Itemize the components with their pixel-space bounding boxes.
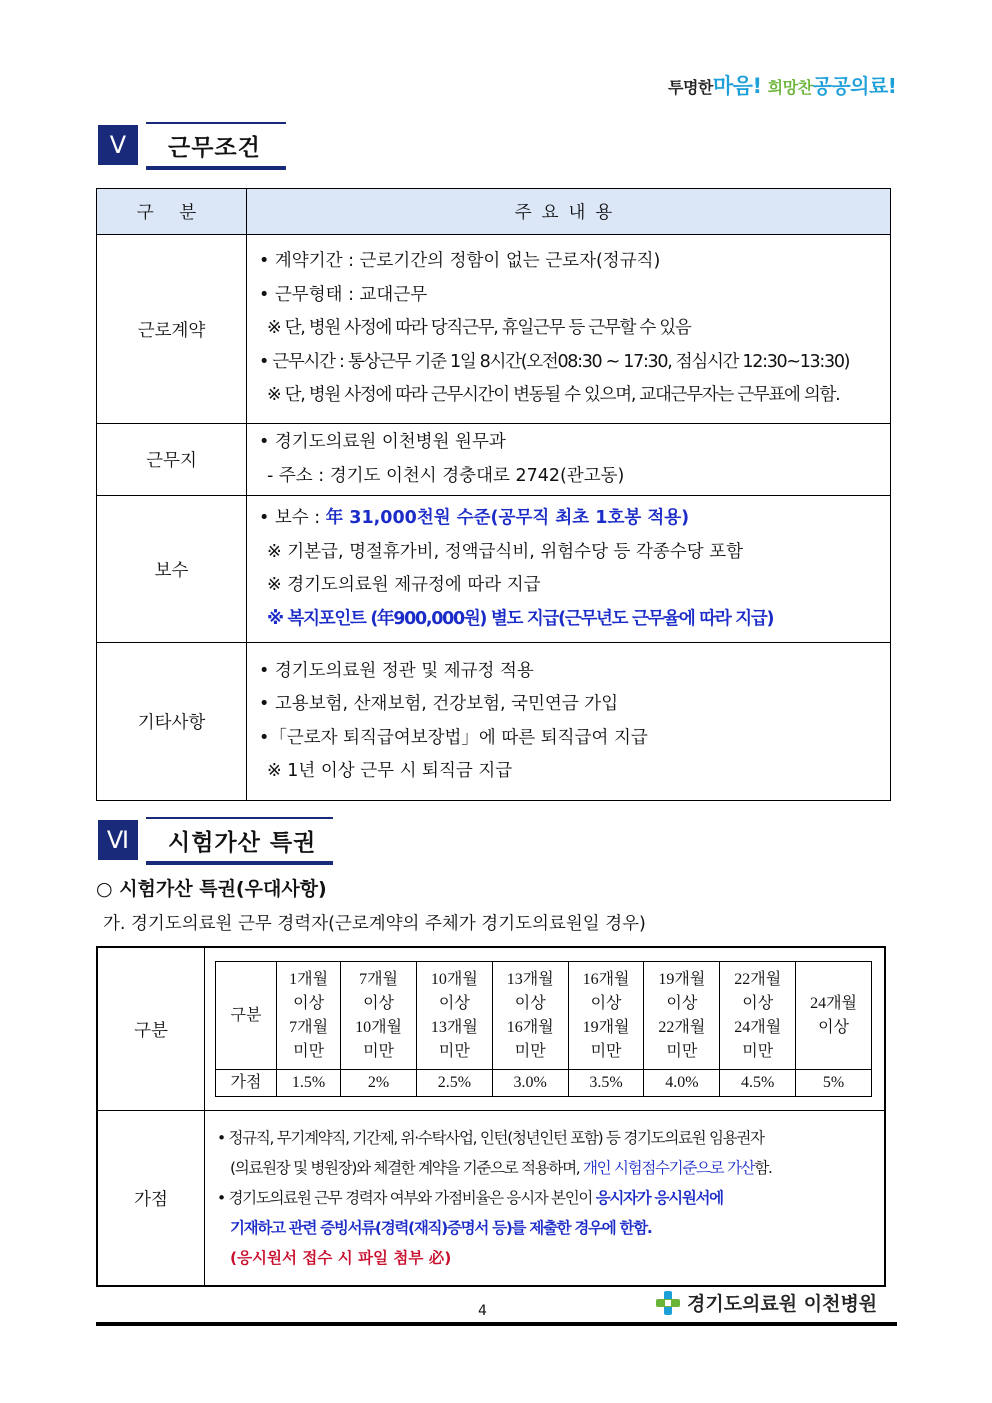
bonus-row-label-points: 가점 — [97, 1111, 205, 1287]
page-number: 4 — [478, 1303, 487, 1319]
row-label-etc: 기타사항 — [97, 643, 247, 801]
point-cell: 4.5% — [720, 1070, 796, 1097]
list-item: ※ 경기도의료원 제규정에 따라 지급 — [267, 575, 541, 595]
table-row — [97, 424, 891, 496]
table-row — [97, 235, 891, 424]
list-item: • 고용보험, 산재보험, 건강보험, 국민연금 가입 — [259, 694, 619, 714]
row-content-salary — [247, 496, 891, 643]
row-content-etc — [247, 643, 891, 801]
list-item: • 계약기간 : 근로기간의 정함이 없는 근로자(정규직) — [259, 251, 661, 272]
point-cell: 3.5% — [568, 1070, 644, 1097]
hospital-logo — [655, 1289, 877, 1316]
point-cell: 2% — [341, 1070, 417, 1097]
period-cell: 13개월 이상 16개월 미만 — [492, 962, 568, 1070]
row-content-workplace — [247, 424, 891, 496]
section5-underline — [146, 167, 286, 170]
row-label-workplace: 근무지 — [97, 424, 247, 496]
table-row — [97, 496, 891, 643]
slogan-part1: 투명한 — [668, 78, 713, 97]
section6-number: Ⅵ — [98, 820, 138, 860]
welfare-point-note: ※ 복지포인트 (年900,000원) 별도 지급(근무년도 근무율에 따라 지급) — [267, 608, 774, 629]
table-header-category: 구 분 — [97, 189, 247, 235]
period-cell: 7개월 이상 10개월 미만 — [341, 962, 417, 1070]
salary-prefix: • 보수 : — [259, 508, 326, 528]
inner-header-label: 구분 — [216, 962, 277, 1070]
note-highlight: 응시자가 응시원서에 — [595, 1189, 723, 1207]
row-content-contract — [247, 235, 891, 424]
section6-title: 시험가산 특권 — [146, 817, 333, 863]
list-item: ※ 1년 이상 근무 시 퇴직금 지급 — [267, 761, 513, 781]
section6-underline — [146, 862, 333, 865]
slogan-part2: 마음! — [712, 74, 762, 98]
inner-value-label: 가점 — [216, 1070, 277, 1097]
bonus-notes — [205, 1111, 886, 1287]
note-line: (의료원장 및 병원장)와 체결한 계약을 기준으로 적용하며, 개인 시험점수기준으로 가산함. — [230, 1159, 772, 1177]
header-slogan — [668, 70, 896, 100]
point-cell: 1.5% — [277, 1070, 341, 1097]
period-cell: 24개월 이상 — [796, 962, 872, 1070]
note-line: • 경기도의료원 근무 경력자 여부와 가점비율은 응시자 본인이 응시자가 응시원서에 — [217, 1189, 723, 1207]
table-row — [97, 643, 891, 801]
slogan-part3: 희망찬 — [767, 78, 813, 97]
period-cell: 22개월 이상 24개월 미만 — [720, 962, 796, 1070]
salary-amount: 年 31,000천원 수준(공무직 최초 1호봉 적용) — [325, 508, 690, 528]
period-cell: 16개월 이상 19개월 미만 — [568, 962, 644, 1070]
table-header-content: 주요내용 — [247, 189, 891, 235]
note-line: • 정규직, 무기계약직, 기간제, 위·수탁사업, 인턴(청년인턴 포함) 등 경기도의료원 임용권자 — [217, 1129, 764, 1147]
period-cell: 1개월 이상 7개월 미만 — [277, 962, 341, 1070]
point-cell: 3.0% — [492, 1070, 568, 1097]
period-cell: 19개월 이상 22개월 미만 — [644, 962, 720, 1070]
row-label-salary: 보수 — [97, 496, 247, 643]
list-item: • 근무시간 : 통상근무 기준 1일 8시간(오전08:30 ~ 17:30, 점심시간 12:30~13:30) — [259, 351, 850, 372]
point-cell: 2.5% — [416, 1070, 492, 1097]
note-attachment: (응시원서 접수 시 파일 첨부 必) — [230, 1249, 452, 1267]
row-label-contract: 근로계약 — [97, 235, 247, 424]
bonus-rate-table — [215, 961, 872, 1097]
list-item: - 주소 : 경기도 이천시 경충대로 2742(관고동) — [267, 465, 625, 486]
section5-number: Ⅴ — [98, 125, 138, 165]
section6-subtitle: ○ 시험가산 특권(우대사항) — [96, 878, 327, 900]
medical-cross-icon — [655, 1290, 681, 1316]
note-highlight: 개인 시험점수기준으로 가산 — [583, 1159, 755, 1177]
list-item: • 근무형태 : 교대근무 — [259, 284, 428, 305]
note-line: 기재하고 관련 증빙서류(경력(재직)증명서 등)를 제출한 경우에 한함. — [230, 1219, 652, 1237]
section6-sub-item: 가. 경기도의료원 근무 경력자(근로계약의 주체가 경기도의료원일 경우) — [103, 914, 646, 934]
point-cell: 4.0% — [644, 1070, 720, 1097]
list-item: ※ 단, 병원 사정에 따라 근무시간이 변동될 수 있으며, 교대근무자는 근무표에 의함. — [267, 385, 840, 406]
logo-text: 경기도의료원 이천병원 — [687, 1293, 878, 1315]
list-item: ※ 단, 병원 사정에 따라 당직근무, 휴일근무 등 근무할 수 있음 — [267, 318, 691, 339]
list-item: • 경기도의료원 정관 및 제규정 적용 — [259, 660, 534, 681]
bonus-inner-cell — [205, 947, 886, 1111]
section5-title: 근무조건 — [146, 122, 286, 168]
bottom-rule — [96, 1322, 897, 1326]
bonus-table — [96, 946, 886, 1287]
list-item: •「근로자 퇴직급여보장법」에 따른 퇴직급여 지급 — [259, 727, 648, 748]
bonus-row-label-category: 구분 — [97, 947, 205, 1111]
slogan-part4: 공공의료! — [812, 74, 897, 98]
list-item: • 경기도의료원 이천병원 원무과 — [259, 432, 506, 452]
list-item: ※ 기본급, 명절휴가비, 정액급식비, 위험수당 등 각종수당 포함 — [267, 541, 744, 562]
work-conditions-table — [96, 188, 891, 801]
point-cell: 5% — [796, 1070, 872, 1097]
period-cell: 10개월 이상 13개월 미만 — [416, 962, 492, 1070]
list-item — [259, 502, 880, 536]
